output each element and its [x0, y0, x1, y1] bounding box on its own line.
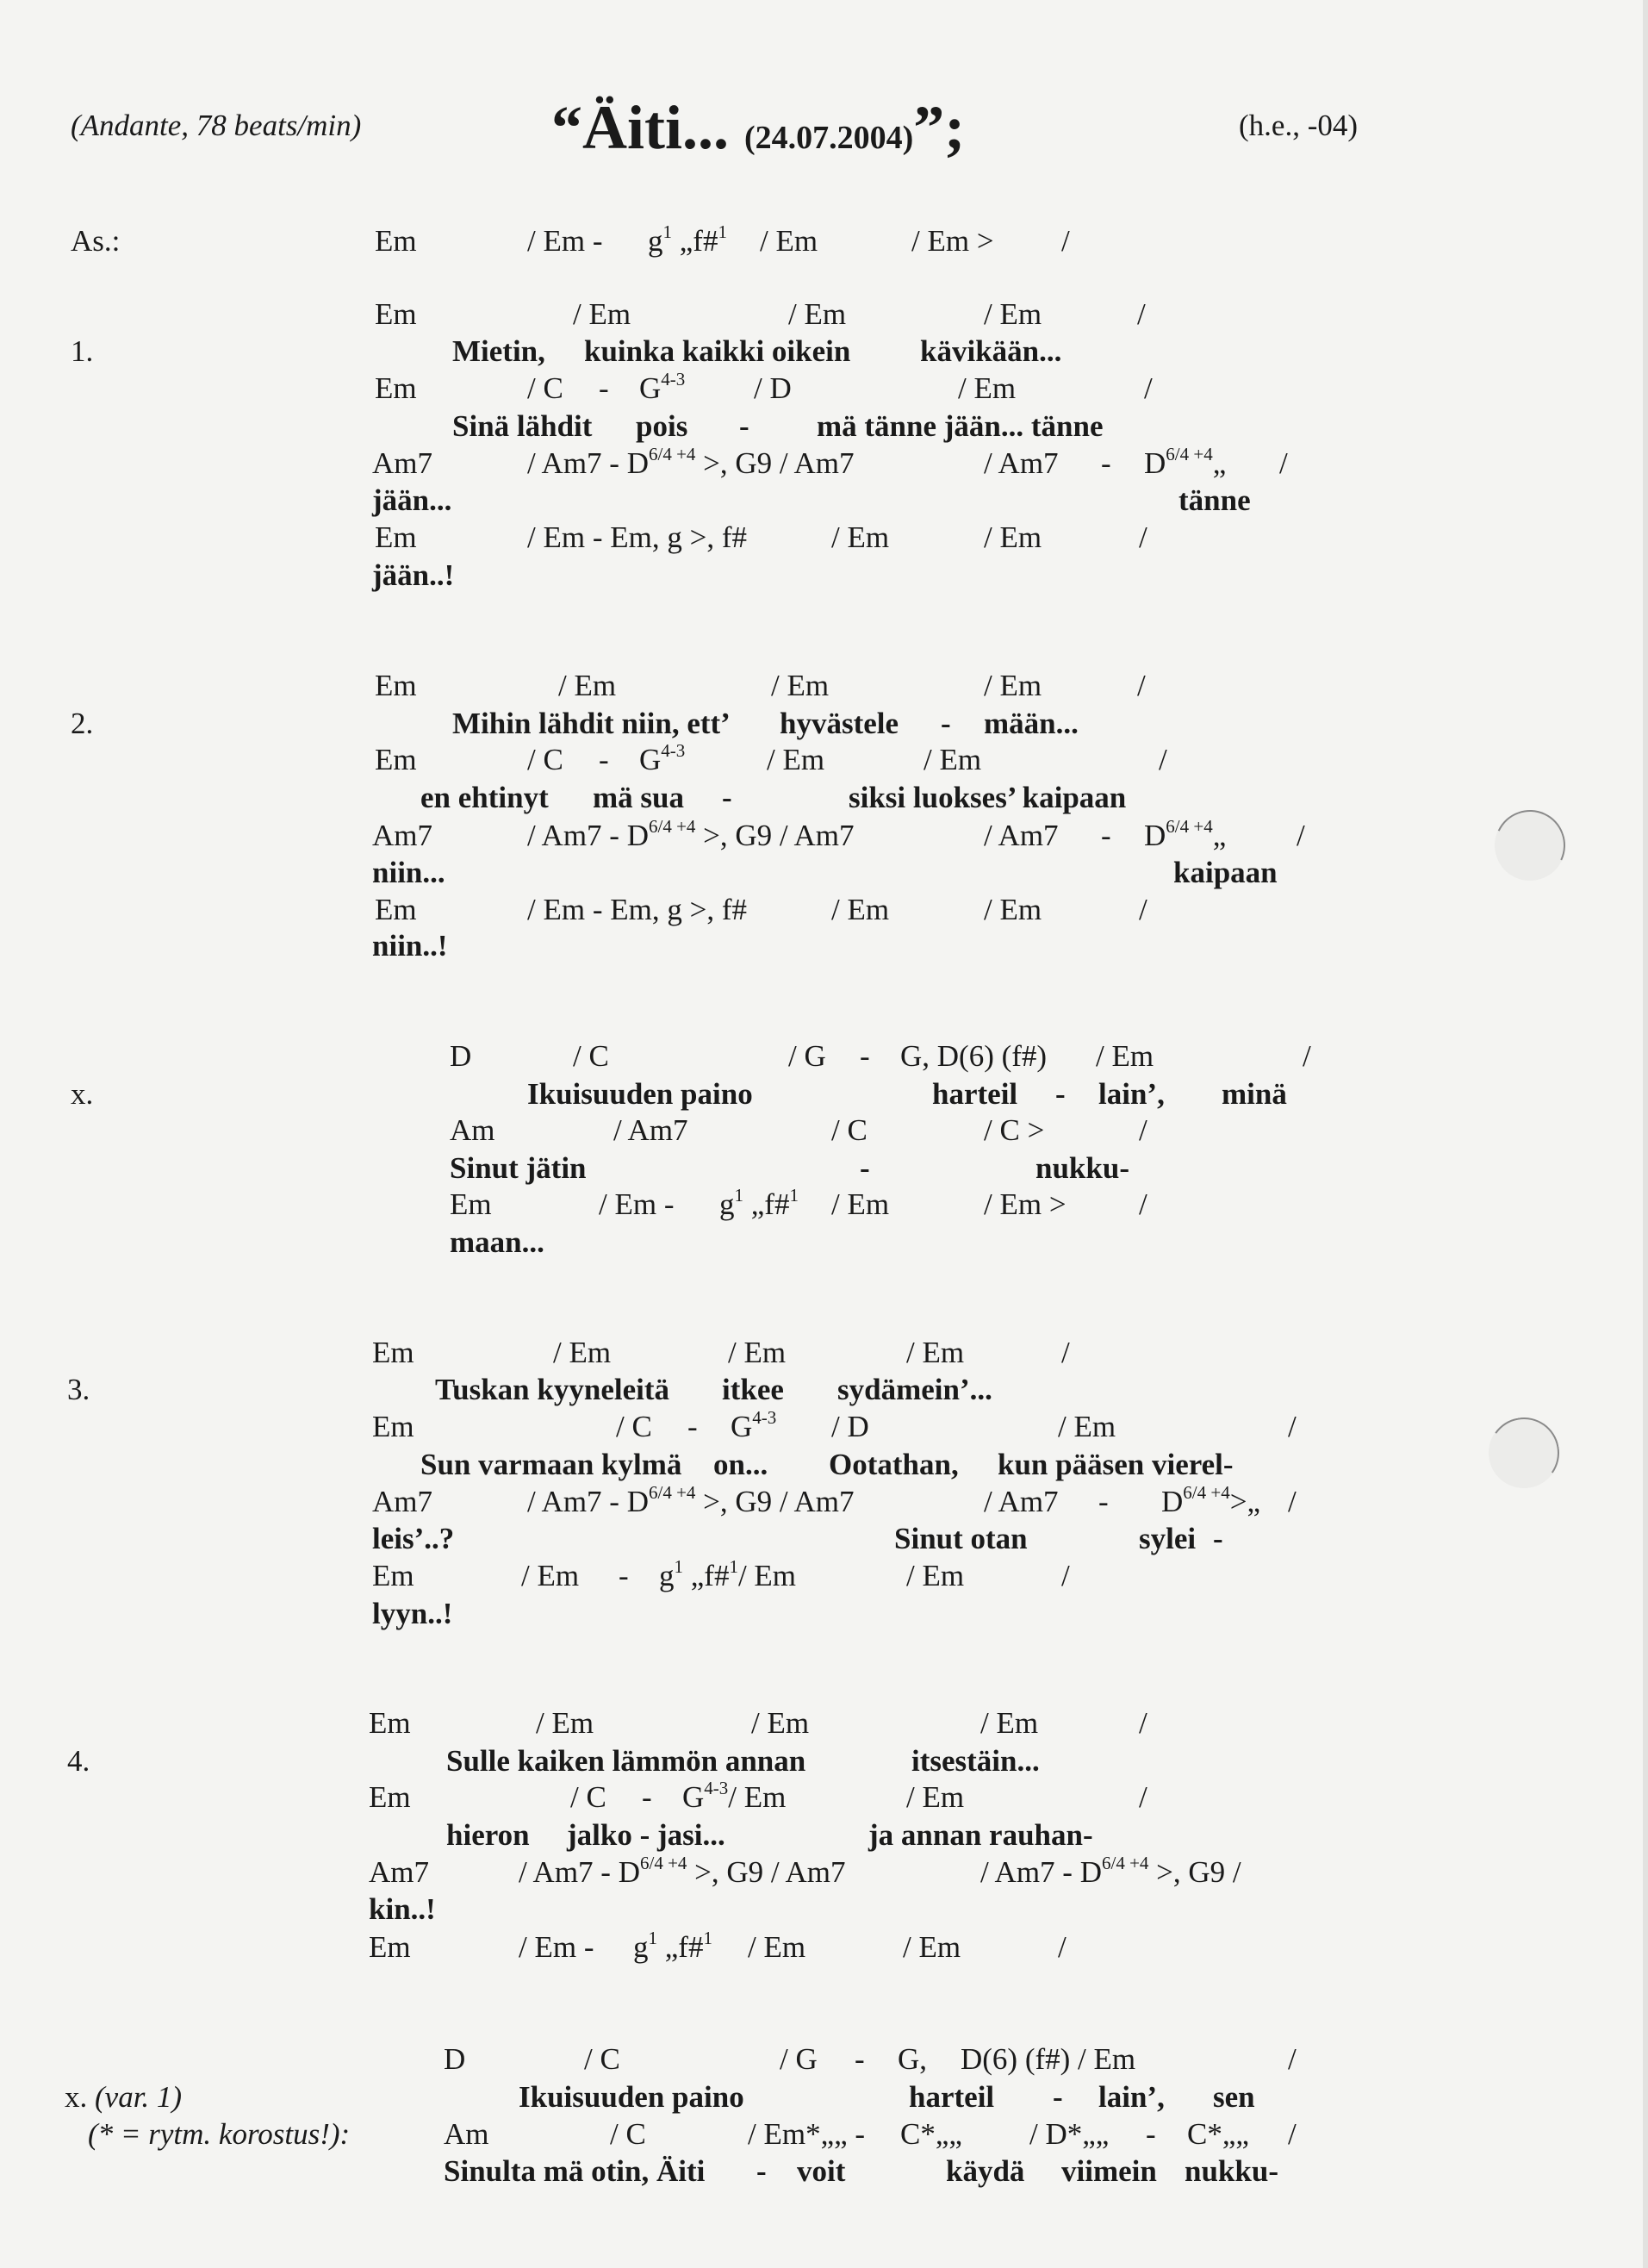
- chord: / Em -: [527, 224, 603, 258]
- section-label-verse-2: 2.: [71, 707, 94, 740]
- lyric: -: [739, 409, 749, 443]
- chord: / Em: [924, 743, 982, 776]
- chord: /: [1288, 2117, 1297, 2151]
- lyric: kuinka kaikki oikein: [584, 334, 851, 368]
- chord: /: [1279, 446, 1288, 480]
- chord: / Em: [831, 520, 890, 554]
- chord: / C: [527, 371, 563, 405]
- section-label-refrain-var: x. (var. 1): [65, 2080, 183, 2114]
- lyric: Ikuisuuden paino: [519, 2080, 744, 2114]
- page-edge-shadow: [1643, 0, 1648, 2268]
- lyric: pois: [636, 409, 688, 443]
- chord: / Em >: [911, 224, 994, 258]
- lyric: -: [1055, 1077, 1066, 1111]
- section-label-verse-1: 1.: [71, 334, 94, 368]
- lyric: Sinut jätin: [450, 1151, 587, 1185]
- chord: / Em: [751, 1706, 810, 1740]
- chord: Am7: [369, 1855, 429, 1889]
- chord: / Em: [521, 1559, 580, 1592]
- chord: -: [619, 1559, 629, 1592]
- chord: Am: [444, 2117, 489, 2151]
- chord: / Em: [558, 669, 617, 702]
- chord: / Em: [760, 224, 818, 258]
- chord: / Am7: [613, 1113, 688, 1147]
- lyric: harteil: [909, 2080, 995, 2114]
- chord: / Em: [553, 1336, 612, 1369]
- chord: / Em: [984, 520, 1042, 554]
- chord: /: [1139, 1706, 1147, 1740]
- chord: /: [1288, 1410, 1297, 1443]
- lyric: sylei: [1139, 1522, 1197, 1555]
- chord: Em: [375, 224, 417, 258]
- lyric: kävikään...: [920, 334, 1062, 368]
- chord: / C: [831, 1113, 868, 1147]
- chord: Em: [372, 1559, 414, 1592]
- lyric: -: [860, 1151, 870, 1185]
- chord: / Em: [980, 1706, 1039, 1740]
- song-date: (24.07.2004): [743, 120, 914, 156]
- chord: /: [1288, 1485, 1297, 1518]
- chord: / Em: [728, 1336, 787, 1369]
- chord: / D: [831, 1410, 869, 1443]
- chord: Em: [375, 520, 417, 554]
- lyric: itkee: [722, 1373, 784, 1406]
- chord: $G^{4-3}$: [639, 740, 686, 776]
- tempo-marking: (Andante, 78 beats/min): [71, 109, 362, 142]
- chord: / Em: [1058, 1410, 1116, 1443]
- chord: -: [599, 743, 609, 776]
- punch-hole-mark: [1483, 1412, 1565, 1494]
- chord: / $Am7 - D^{6/4 +4}$ >, G9 / Am7: [527, 444, 855, 480]
- chord: $g^1$ „f#$^1$: [633, 1928, 712, 1964]
- chord: / Em: [984, 893, 1042, 926]
- chord: G,: [898, 2042, 928, 2076]
- chord: -: [1098, 1485, 1109, 1518]
- lyric: harteil: [932, 1077, 1018, 1111]
- chord: $G^{4-3}/$ Em: [682, 1778, 787, 1814]
- chord: / C: [616, 1410, 652, 1443]
- lyric: Mietin,: [452, 334, 545, 368]
- lyric: Ikuisuuden paino: [527, 1077, 753, 1111]
- lyric: ja annan rauhan-: [868, 1818, 1093, 1852]
- rhythm-note: (* = rytm. korostus!):: [88, 2117, 351, 2151]
- chord: Am7: [372, 819, 432, 852]
- lyric: jään..!: [372, 558, 455, 592]
- chord: /: [1061, 1336, 1070, 1369]
- lyric: en ehtinyt: [420, 781, 549, 814]
- chord: -: [687, 1410, 698, 1443]
- chord: / $Am7 - D^{6/4 +4}$ >, G9 / Am7: [527, 816, 855, 852]
- chord: -: [1101, 446, 1111, 480]
- lyric: mä sua: [593, 781, 684, 814]
- lyric: kun pääsen vierel-: [998, 1448, 1234, 1481]
- lyric: mään...: [984, 707, 1079, 740]
- chord: / C: [584, 2042, 620, 2076]
- chord: /: [1297, 819, 1305, 852]
- lyric: Sinut otan: [894, 1522, 1028, 1555]
- lyric: lyyn..!: [372, 1597, 453, 1630]
- lyric: Ootathan,: [829, 1448, 959, 1481]
- lyric: -: [941, 707, 951, 740]
- chord: $D^{6/4 +4}>„$: [1161, 1482, 1260, 1518]
- chord: / Am7: [984, 819, 1059, 852]
- chord: -: [1146, 2117, 1156, 2151]
- chord: / Em: [831, 893, 890, 926]
- lyric: minä: [1222, 1077, 1287, 1111]
- lyric: kaipaan: [1173, 856, 1278, 889]
- chord: C*„„: [900, 2117, 962, 2151]
- chord: / G: [780, 2042, 818, 2076]
- lyric: sen: [1213, 2080, 1255, 2114]
- chord: C*„„: [1187, 2117, 1249, 2151]
- chord: /: [1144, 371, 1153, 405]
- chord: /: [1139, 1187, 1147, 1221]
- lyric: Sinulta mä otin, Äiti: [444, 2154, 706, 2188]
- lyric: viimein: [1061, 2154, 1157, 2188]
- lyric: voit: [797, 2154, 846, 2188]
- chord: / Em: [984, 297, 1042, 331]
- lyric: käydä: [946, 2154, 1025, 2188]
- chord: -: [599, 371, 609, 405]
- chord: / Em: [767, 743, 825, 776]
- chord: $g^1$ „f#$^1$/ Em: [659, 1556, 797, 1592]
- chord: / $Am7 - D^{6/4 +4}$ >, G9 / Am7: [519, 1853, 846, 1889]
- chord: / Em: [771, 669, 830, 702]
- chord: Am7: [372, 446, 432, 480]
- chord: / C >: [984, 1113, 1045, 1147]
- song-title: “Äiti... (24.07.2004)”;: [551, 93, 966, 162]
- section-label-verse-3: 3.: [67, 1373, 90, 1406]
- lyric: jalko - jasi...: [567, 1818, 725, 1852]
- chord: / Am7: [984, 446, 1059, 480]
- chord: /: [1139, 520, 1147, 554]
- chord: / $Am7 - D^{6/4 +4}$ >, G9 / Am7: [527, 1482, 855, 1518]
- chord: /: [1159, 743, 1167, 776]
- lyric: Tuskan kyyneleitä: [435, 1373, 670, 1406]
- lyric: Sulle kaiken lämmön annan: [446, 1744, 806, 1778]
- lyric: Sun varmaan kylmä: [420, 1448, 682, 1481]
- chord: D: [444, 2042, 466, 2076]
- chord: $g^1$ „f#$^1$: [648, 221, 727, 258]
- chord: / Em - Em, g >, f#: [527, 520, 747, 554]
- chord: -: [1101, 819, 1111, 852]
- lyric: -: [1213, 1522, 1223, 1555]
- chord: /: [1137, 297, 1146, 331]
- chord: Em: [369, 1930, 411, 1964]
- lyric: kin..!: [369, 1892, 436, 1926]
- lyric: leis’..?: [372, 1522, 455, 1555]
- chord: /: [1058, 1930, 1067, 1964]
- chord: $D^{6/4 +4}„$: [1144, 816, 1227, 852]
- lyric: -: [756, 2154, 767, 2188]
- chord: / D*„„: [1029, 2117, 1110, 2151]
- chord: Em: [375, 371, 417, 405]
- section-label-verse-4: 4.: [67, 1744, 90, 1778]
- chord: / Em: [573, 297, 631, 331]
- chord: Em: [375, 297, 417, 331]
- chord: / Em: [906, 1559, 965, 1592]
- chord: Em: [375, 743, 417, 776]
- chord: / Em: [536, 1706, 594, 1740]
- lyric: nukku-: [1035, 1151, 1129, 1185]
- chord: / Em: [906, 1780, 965, 1814]
- chord: /: [1139, 1780, 1147, 1814]
- chord: / Am7: [984, 1485, 1059, 1518]
- chord: / Em: [1096, 1039, 1154, 1073]
- chord: Em: [375, 893, 417, 926]
- chord: G, D(6) (f#): [900, 1039, 1048, 1073]
- chord: Am7: [372, 1485, 432, 1518]
- chord: D(6) (f#) / Em: [961, 2042, 1136, 2076]
- chord: /: [1288, 2042, 1297, 2076]
- chord: $G^{4-3}$: [639, 369, 686, 405]
- chord: Am: [450, 1113, 495, 1147]
- lyric: jään...: [372, 483, 452, 517]
- chord: / Em - Em, g >, f#: [527, 893, 747, 926]
- lyric: Sinä lähdit: [452, 409, 593, 443]
- lyric: lain’,: [1098, 1077, 1165, 1111]
- chord: / Em: [906, 1336, 965, 1369]
- chord: $D^{6/4 +4}„$: [1144, 444, 1227, 480]
- chord: -: [860, 1039, 870, 1073]
- lyric: on...: [713, 1448, 768, 1481]
- chord: /: [1139, 893, 1147, 926]
- lyric: lain’,: [1098, 2080, 1165, 2114]
- lyric: niin..!: [372, 929, 448, 963]
- chord: / C: [527, 743, 563, 776]
- chord: Em: [369, 1780, 411, 1814]
- lyric: hieron: [446, 1818, 530, 1852]
- chord: Em: [372, 1410, 414, 1443]
- chord: / C: [573, 1039, 609, 1073]
- chord: / Em: [903, 1930, 961, 1964]
- section-label-intro: As.:: [71, 224, 121, 258]
- chord: -: [642, 1780, 652, 1814]
- chord: -: [855, 2042, 865, 2076]
- chord: / Em: [788, 297, 847, 331]
- lyric: tänne: [1178, 483, 1251, 517]
- chord: / G: [788, 1039, 826, 1073]
- chord: / Em*„„ -: [748, 2117, 866, 2151]
- chord: / Em >: [984, 1187, 1067, 1221]
- chord: /: [1137, 669, 1146, 702]
- chord: Em: [372, 1336, 414, 1369]
- lyric: itsestäin...: [911, 1744, 1040, 1778]
- chord: Em: [375, 669, 417, 702]
- chord: / Em -: [599, 1187, 675, 1221]
- lyric: siksi luokses’ kaipaan: [849, 781, 1127, 814]
- lyric: -: [1053, 2080, 1063, 2114]
- chord: $g^1$ „f#$^1$: [719, 1185, 799, 1221]
- chord: D: [450, 1039, 472, 1073]
- chord: /: [1139, 1113, 1147, 1147]
- chord: / Em -: [519, 1930, 594, 1964]
- lyric: niin...: [372, 856, 445, 889]
- lyric: sydämein’...: [837, 1373, 992, 1406]
- chord: / D: [754, 371, 792, 405]
- lyric: nukku-: [1185, 2154, 1278, 2188]
- chord: $G^{4-3}$: [731, 1407, 777, 1443]
- chord: /: [1061, 224, 1070, 258]
- chord: / Em: [984, 669, 1042, 702]
- author-initials: (h.e., -04): [1239, 109, 1359, 142]
- chord: Em: [450, 1187, 492, 1221]
- chord: Em: [369, 1706, 411, 1740]
- section-label-refrain: x.: [71, 1077, 94, 1111]
- lyric: Mihin lähdit niin, ett’: [452, 707, 731, 740]
- lyric: -: [722, 781, 732, 814]
- chord: /: [1061, 1559, 1070, 1592]
- chord: / Em: [958, 371, 1017, 405]
- lyric: mä tänne jään... tänne: [817, 409, 1104, 443]
- chord: / C: [610, 2117, 646, 2151]
- lyric: hyvästele: [780, 707, 899, 740]
- chord: /: [1303, 1039, 1311, 1073]
- chord: / Em: [748, 1930, 806, 1964]
- lyric: maan...: [450, 1225, 544, 1259]
- chord: / Em: [831, 1187, 890, 1221]
- chord: / $Am7 - D^{6/4 +4}$ >, G9 /: [980, 1853, 1241, 1889]
- chord: / C: [570, 1780, 606, 1814]
- punch-hole-mark: [1484, 800, 1575, 890]
